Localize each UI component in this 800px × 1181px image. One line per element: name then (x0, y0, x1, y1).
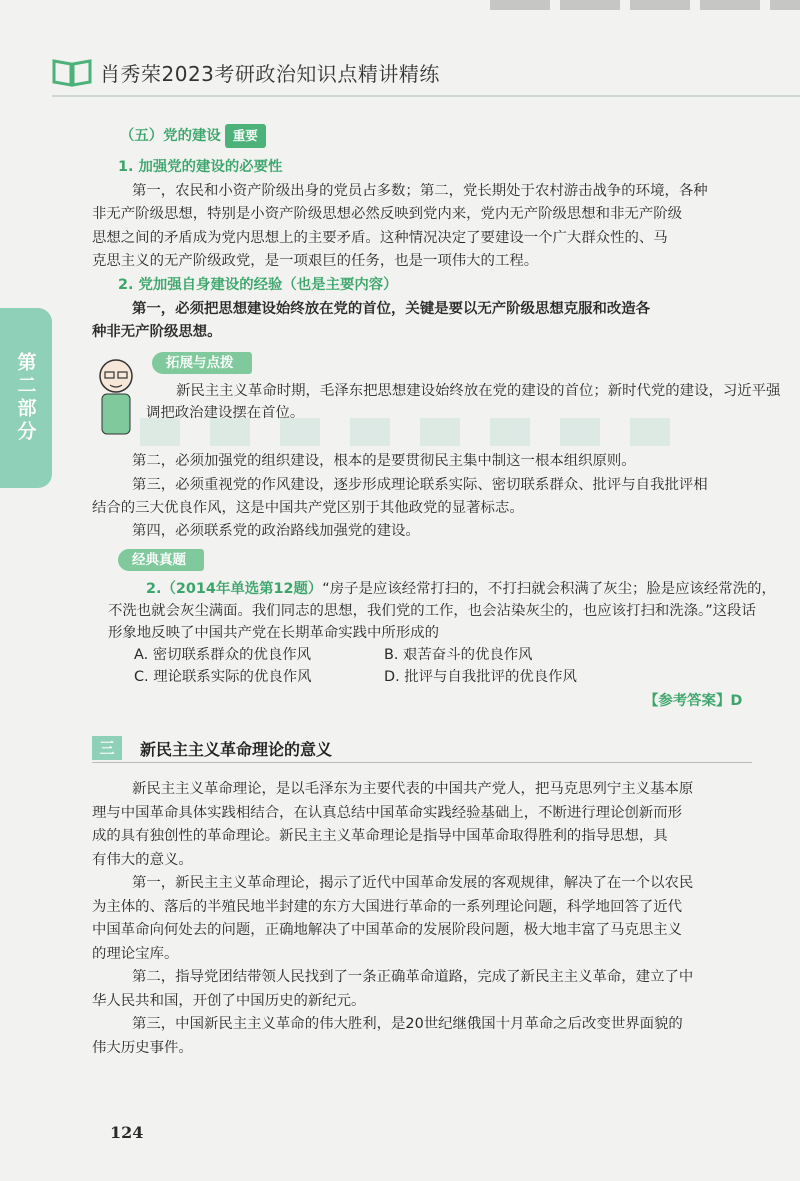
paragraph-line: 第三，中国新民主主义革命的伟大胜利，是20世纪继俄国十月革命之后改变世界面貌的 (132, 1016, 683, 1032)
answer-label: 【参考答案】D (644, 693, 743, 709)
paragraph-line: 成的具有独创性的革命理论。新民主主义革命理论是指导中国革命取得胜利的指导思想，具 (92, 828, 668, 844)
paragraph-line: 为主体的、落后的半殖民地半封建的东方大国进行革命的一系列理论问题，科学地回答了近代 (92, 899, 683, 915)
paragraph-line: 克思主义的无产阶级政党，是一项艰巨的任务，也是一项伟大的工程。 (92, 253, 539, 269)
section-number-box: 三 (92, 736, 122, 760)
top-scan-strip (490, 0, 800, 10)
paragraph-line: 有伟大的意义。 (92, 852, 193, 868)
paragraph-line: 华人民共和国，开创了中国历史的新纪元。 (92, 993, 366, 1009)
question-line: 形象地反映了中国共产党在长期革命实践中所形成的 (108, 625, 439, 641)
question-line (146, 578, 776, 600)
exam-tag: 经典真题 (118, 549, 204, 571)
section-title-text: （五）党的建设 (120, 128, 221, 144)
paragraph-line: 思想之间的矛盾成为党内思想上的主要矛盾。这种情况决定了要建设一个广大群众性的、马 (92, 230, 668, 246)
important-tag: 重要 (225, 124, 266, 148)
page-number: 124 (110, 1123, 144, 1142)
paragraph-line: 第四，必须联系党的政治路线加强党的建设。 (132, 523, 420, 539)
paragraph-line: 第一，必须把思想建设始终放在党的首位，关键是要以无产阶级思想克服和改造各 (132, 301, 651, 317)
option-c: C. 理论联系实际的优良作风 (134, 669, 312, 685)
paragraph-line: 非无产阶级思想，特别是小资产阶级思想必然反映到党内来，党内无产阶级思想和非无产阶级 (92, 206, 683, 222)
paragraph-line: 结合的三大优良作风，这是中国共产党区别于其他政党的显著标志。 (92, 500, 524, 516)
header-title: 肖秀荣2023考研政治知识点精讲精练 (100, 62, 440, 86)
subheading-experience: 2. 党加强自身建设的经验（也是主要内容） (118, 277, 398, 293)
paragraph-line: 种非无产阶级思想。 (92, 324, 222, 340)
paragraph-line: 第二，必须加强党的组织建设，根本的是要贯彻民主集中制这一根本组织原则。 (132, 453, 636, 469)
subheading-necessity: 1. 加强党的建设的必要性 (118, 159, 283, 175)
header-divider (52, 95, 800, 97)
section-title (120, 124, 266, 148)
question-number: 2.（2014年单选第12题） (146, 581, 323, 597)
paragraph-line: 的理论宝库。 (92, 946, 179, 962)
paragraph-line: 第二，指导党团结带领人民找到了一条正确革命道路，完成了新民主主义革命，建立了中 (132, 969, 694, 985)
paragraph-line: 第三，必须重视党的作风建设，逐步形成理论联系实际、密切联系群众、批评与自我批评相 (132, 477, 708, 493)
extension-line: 新民主主义革命时期，毛泽东把思想建设始终放在党的建设的首位；新时代党的建设，习近平强 (176, 383, 781, 399)
option-b: B. 艰苦奋斗的优良作风 (384, 647, 533, 663)
question-line: 不洗也就会灰尘满面。我们同志的思想，我们党的工作，也会沾染灰尘的，也应该打扫和洗涤。”这段话 (108, 603, 756, 619)
teacher-cartoon-icon (92, 354, 140, 440)
side-tab-label: 第二部分 (14, 352, 37, 444)
section-heading: 新民主主义革命理论的意义 (140, 740, 333, 759)
section-divider (92, 762, 752, 763)
paragraph-line: 第一，新民主主义革命理论，揭示了近代中国革命发展的客观规律，解决了在一个以农民 (132, 875, 694, 891)
paragraph-line: 第一，农民和小资产阶级出身的党员占多数；第二，党长期处于农村游击战争的环境，各种 (132, 183, 708, 199)
option-d: D. 批评与自我批评的优良作风 (384, 669, 577, 685)
paragraph-line: 新民主主义革命理论，是以毛泽东为主要代表的中国共产党人，把马克思列宁主义基本原 (132, 781, 694, 797)
paragraph-line: 伟大历史事件。 (92, 1040, 193, 1056)
side-tab (0, 308, 52, 488)
extension-line: 调把政治建设摆在首位。 (146, 405, 305, 421)
question-text: “房子是应该经常打扫的，不打扫就会积满了灰尘；脸是应该经常洗的， (322, 581, 776, 597)
paragraph-line: 中国革命向何处去的问题，正确地解决了中国革命的发展阶段问题，极大地丰富了马克思主义 (92, 922, 683, 938)
extension-tag: 拓展与点拨 (152, 352, 252, 374)
open-book-icon (52, 57, 92, 87)
paragraph-line: 理与中国革命具体实践相结合，在认真总结中国革命实践经验基础上，不断进行理论创新而形 (92, 805, 683, 821)
option-a: A. 密切联系群众的优良作风 (134, 647, 312, 663)
